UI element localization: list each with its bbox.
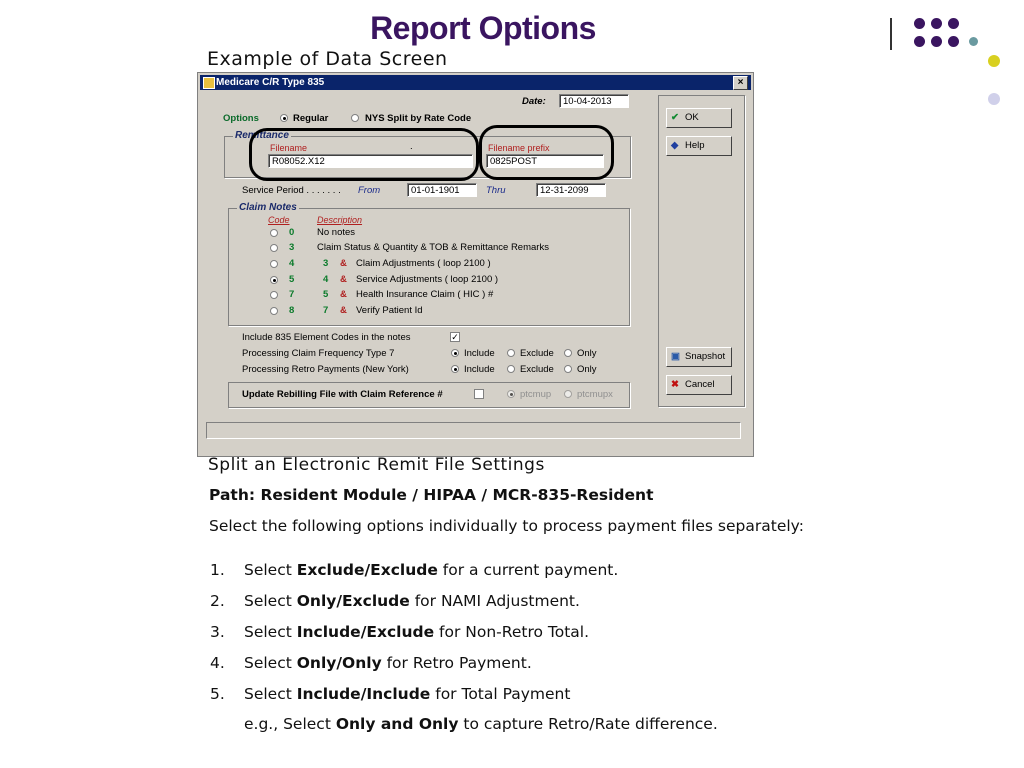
list-item bbox=[210, 623, 589, 641]
decor-dot bbox=[948, 18, 959, 29]
retro-only-label: Only bbox=[577, 364, 597, 375]
list-item bbox=[210, 654, 532, 672]
claim-amp: & bbox=[340, 274, 347, 285]
code-header: Code bbox=[268, 215, 290, 225]
list-pre: Select bbox=[244, 685, 297, 703]
options-label: Options bbox=[223, 113, 259, 124]
list-num: 1. bbox=[210, 561, 225, 579]
claim-desc: No notes bbox=[317, 227, 356, 238]
retro-only-radio[interactable] bbox=[564, 365, 572, 373]
claim-desc: Claim Adjustments ( loop 2100 ) bbox=[356, 258, 491, 269]
filename-dot: . bbox=[410, 141, 413, 152]
medicare-dialog bbox=[197, 72, 754, 457]
retro-include-label: Include bbox=[464, 364, 495, 375]
list-item bbox=[210, 592, 580, 610]
freq-only-radio[interactable] bbox=[564, 349, 572, 357]
remittance-title: Remittance bbox=[235, 130, 289, 141]
thru-field[interactable]: 12-31-2099 bbox=[536, 183, 606, 197]
service-period-label: Service Period . . . . . . . bbox=[242, 185, 341, 196]
checkmark-icon: ✔ bbox=[671, 112, 679, 123]
freq-exclude-radio[interactable] bbox=[507, 349, 515, 357]
filename-label: Filename bbox=[270, 143, 308, 153]
list-item bbox=[210, 685, 570, 703]
claim-code: 5 bbox=[289, 274, 295, 285]
claim-code: 8 bbox=[289, 305, 295, 316]
freq-only-label: Only bbox=[577, 348, 597, 359]
claim-desc: Claim Status & Quantity & TOB & Remittance Remarks bbox=[317, 242, 549, 253]
help-book-icon: ◆ bbox=[671, 140, 679, 151]
decor-dot bbox=[931, 36, 942, 47]
prefix-field[interactable]: 0825POST bbox=[486, 154, 604, 168]
help-button[interactable]: ◆ Help bbox=[666, 136, 732, 156]
decor-dot bbox=[988, 93, 1000, 105]
desc-header: Description bbox=[317, 215, 363, 225]
claim-amp: & bbox=[340, 289, 347, 300]
close-icon[interactable]: × bbox=[733, 76, 748, 90]
date-field[interactable]: 10-04-2013 bbox=[559, 94, 629, 108]
slide-title: Report Options bbox=[370, 10, 596, 46]
ptcmup-label: ptcmup bbox=[520, 389, 552, 400]
list-pre: Select bbox=[244, 592, 297, 610]
retro-include-radio[interactable] bbox=[451, 365, 459, 373]
regular-label: Regular bbox=[293, 113, 329, 124]
list-bold: Include/Exclude bbox=[296, 623, 435, 641]
claim-num: 5 bbox=[323, 289, 329, 300]
date-label: Date: bbox=[522, 96, 546, 107]
title-divider bbox=[890, 18, 892, 50]
retro-label: Processing Retro Payments (New York) bbox=[242, 364, 409, 375]
path-text: Path: Resident Module / HIPAA / MCR-835-Resident bbox=[209, 486, 654, 504]
list-pre: Select bbox=[244, 623, 297, 641]
claim-num: 7 bbox=[323, 305, 329, 316]
ptcmup-radio[interactable] bbox=[507, 390, 515, 398]
freq-label: Processing Claim Frequency Type 7 bbox=[242, 348, 395, 359]
retro-exclude-label: Exclude bbox=[520, 364, 554, 375]
ok-button[interactable]: ✔ OK bbox=[666, 108, 732, 128]
list-num: 2. bbox=[210, 592, 225, 610]
claim-note-radio[interactable] bbox=[270, 260, 278, 268]
claim-code: 7 bbox=[289, 289, 295, 300]
ptcmupx-radio[interactable] bbox=[564, 390, 572, 398]
claim-amp: & bbox=[340, 305, 347, 316]
decor-dot bbox=[931, 18, 942, 29]
claim-code: 3 bbox=[289, 242, 295, 253]
regular-radio[interactable] bbox=[280, 114, 288, 122]
snapshot-button[interactable]: ▣ Snapshot bbox=[666, 347, 732, 367]
claim-desc: Service Adjustments ( loop 2100 ) bbox=[356, 274, 499, 285]
cancel-x-icon: ✖ bbox=[671, 379, 679, 390]
settings-heading: Split an Electronic Remit File Settings bbox=[208, 455, 545, 475]
list-bold: Only/Exclude bbox=[296, 592, 410, 610]
prefix-label: Filename prefix bbox=[488, 143, 550, 153]
list-bold: Include/Include bbox=[296, 685, 431, 703]
freq-include-label: Include bbox=[464, 348, 495, 359]
ptcmupx-label: ptcmupx bbox=[577, 389, 613, 400]
example-pre: e.g., Select bbox=[244, 715, 336, 733]
dialog-title: Medicare C/R Type 835 bbox=[216, 77, 325, 88]
claim-note-radio[interactable] bbox=[270, 229, 278, 237]
list-post: for Retro Payment. bbox=[381, 654, 532, 672]
decor-dot bbox=[914, 18, 925, 29]
intro-text: Select the following options individually to process payment files separately: bbox=[209, 517, 804, 535]
list-bold: Exclude/Exclude bbox=[296, 561, 438, 579]
claim-code: 0 bbox=[289, 227, 295, 238]
claim-note-radio[interactable] bbox=[270, 307, 278, 315]
freq-exclude-label: Exclude bbox=[520, 348, 554, 359]
list-post: for Total Payment bbox=[430, 685, 571, 703]
list-num: 3. bbox=[210, 623, 225, 641]
thru-label: Thru bbox=[486, 185, 506, 196]
example-post: to capture Retro/Rate difference. bbox=[458, 715, 718, 733]
camera-icon: ▣ bbox=[671, 351, 680, 362]
cancel-button[interactable]: ✖ Cancel bbox=[666, 375, 732, 395]
update-rebilling-checkbox[interactable] bbox=[474, 389, 484, 399]
app-icon bbox=[203, 77, 215, 89]
highlight-oval bbox=[479, 125, 614, 180]
include-codes-checkbox[interactable]: ✓ bbox=[451, 332, 459, 342]
decor-dot bbox=[969, 37, 978, 46]
from-label: From bbox=[358, 185, 381, 196]
update-rebilling-label: Update Rebilling File with Claim Reference # bbox=[242, 389, 443, 400]
decor-dot bbox=[988, 55, 1000, 67]
highlight-oval bbox=[249, 128, 479, 181]
claim-desc: Verify Patient Id bbox=[356, 305, 423, 316]
claim-code: 4 bbox=[289, 258, 295, 269]
nys-radio[interactable] bbox=[351, 114, 359, 122]
claim-note-radio[interactable] bbox=[270, 244, 278, 252]
list-post: for Non-Retro Total. bbox=[434, 623, 590, 641]
status-bar bbox=[206, 422, 741, 439]
list-bold: Only/Only bbox=[296, 654, 382, 672]
section-label: Example of Data Screen bbox=[207, 48, 448, 70]
decor-dot bbox=[948, 36, 959, 47]
from-field[interactable]: 01-01-1901 bbox=[407, 183, 477, 197]
dialog-titlebar bbox=[200, 75, 751, 90]
retro-exclude-radio[interactable] bbox=[507, 365, 515, 373]
list-num: 4. bbox=[210, 654, 225, 672]
claim-num: 4 bbox=[323, 274, 329, 285]
list-item bbox=[210, 561, 618, 579]
claim-amp: & bbox=[340, 258, 347, 269]
list-num: 5. bbox=[210, 685, 225, 703]
list-post: for NAMI Adjustment. bbox=[409, 592, 580, 610]
claim-note-radio[interactable] bbox=[270, 291, 278, 299]
claim-desc: Health Insurance Claim ( HIC ) # bbox=[356, 289, 494, 300]
nys-label: NYS Split by Rate Code bbox=[365, 113, 472, 124]
list-pre: Select bbox=[244, 561, 297, 579]
claim-num: 3 bbox=[323, 258, 329, 269]
include-codes-label: Include 835 Element Codes in the notes bbox=[242, 332, 411, 343]
filename-field[interactable]: R08052.X12 bbox=[268, 154, 473, 168]
claim-note-radio[interactable] bbox=[270, 276, 278, 284]
decor-dot bbox=[914, 36, 925, 47]
freq-include-radio[interactable] bbox=[451, 349, 459, 357]
example-line bbox=[244, 715, 718, 733]
example-bold: Only and Only bbox=[335, 715, 459, 733]
list-pre: Select bbox=[244, 654, 297, 672]
claim-notes-title: Claim Notes bbox=[239, 202, 297, 213]
list-post: for a current payment. bbox=[437, 561, 619, 579]
